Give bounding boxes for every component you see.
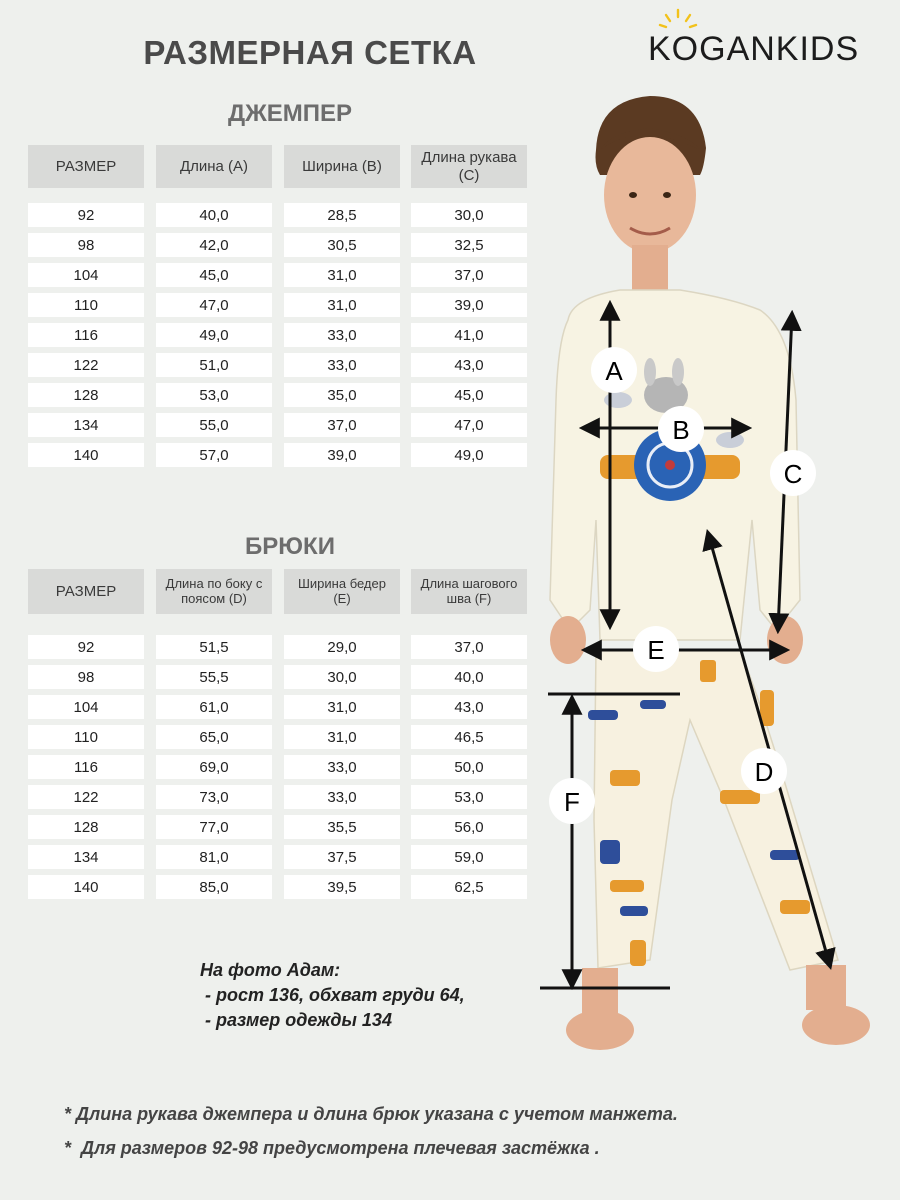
jumper-table-cell: 47,0 — [411, 413, 527, 437]
label-a: A — [605, 356, 623, 386]
label-d: D — [754, 757, 774, 787]
pants-table-cell: 134 — [28, 845, 144, 869]
footnote-clasp: * Для размеров 92-98 предусмотрена плечевая застёжка . — [64, 1138, 600, 1158]
jumper-table-cell: 134 — [28, 413, 144, 437]
pants-table-cell: 73,0 — [156, 785, 272, 809]
pants-table-cell: 37,5 — [284, 845, 400, 869]
pants-header-cell: Длина шагового шва (F) — [411, 569, 527, 614]
jumper-table-cell: 128 — [28, 383, 144, 407]
jumper-table-cell: 53,0 — [156, 383, 272, 407]
page-title: РАЗМЕРНАЯ СЕТКА — [143, 34, 477, 71]
jumper-table-cell: 30,0 — [411, 203, 527, 227]
pants-table-cell: 140 — [28, 875, 144, 899]
pants-table-cell: 56,0 — [411, 815, 527, 839]
jumper-table-cell: 116 — [28, 323, 144, 347]
pants-table-cell: 61,0 — [156, 695, 272, 719]
pants-header-cell: Ширина бедер (E) — [284, 569, 400, 614]
jumper-table-cell: 31,0 — [284, 293, 400, 317]
pants-table-cell: 31,0 — [284, 725, 400, 749]
photo-note-line: На фото Адам: — [200, 960, 341, 980]
jumper-header-cell: РАЗМЕР — [28, 145, 144, 188]
pants-table-cell: 65,0 — [156, 725, 272, 749]
pants-table-cell: 122 — [28, 785, 144, 809]
pants-table-cell: 35,5 — [284, 815, 400, 839]
jumper-table-cell: 35,0 — [284, 383, 400, 407]
label-c: C — [783, 459, 803, 489]
jumper-table-cell: 49,0 — [411, 443, 527, 467]
jumper-header-cell: Ширина (В) — [284, 145, 400, 188]
pants-table-cell: 29,0 — [284, 635, 400, 659]
jumper-table-cell: 37,0 — [411, 263, 527, 287]
jumper-table-cell: 28,5 — [284, 203, 400, 227]
photo-note-line: - рост 136, обхват груди 64, — [200, 985, 465, 1005]
pants-header-cell: Длина по боку с поясом (D) — [156, 569, 272, 614]
jumper-table-cell: 32,5 — [411, 233, 527, 257]
photo-note — [200, 958, 465, 1033]
jumper-table-cell: 47,0 — [156, 293, 272, 317]
pants-table-cell: 62,5 — [411, 875, 527, 899]
jumper-title: ДЖЕМПЕР — [227, 100, 353, 127]
jumper-table-cell: 104 — [28, 263, 144, 287]
jumper-table-cell: 51,0 — [156, 353, 272, 377]
jumper-table-cell: 57,0 — [156, 443, 272, 467]
label-b: B — [672, 415, 690, 445]
model-photo — [540, 88, 900, 1068]
pants-table-cell: 37,0 — [411, 635, 527, 659]
jumper-table-cell: 33,0 — [284, 353, 400, 377]
pants-table-cell: 33,0 — [284, 785, 400, 809]
pants-table-cell: 43,0 — [411, 695, 527, 719]
pants-table-cell: 77,0 — [156, 815, 272, 839]
jumper-table-cell: 30,5 — [284, 233, 400, 257]
pants-table-cell: 69,0 — [156, 755, 272, 779]
jumper-table-cell: 42,0 — [156, 233, 272, 257]
pants-table-cell: 31,0 — [284, 695, 400, 719]
pants-header-cell: РАЗМЕР — [28, 569, 144, 614]
jumper-table-cell: 45,0 — [156, 263, 272, 287]
jumper-table-cell: 45,0 — [411, 383, 527, 407]
pants-table-cell: 81,0 — [156, 845, 272, 869]
jumper-table-cell: 41,0 — [411, 323, 527, 347]
jumper-table-cell: 122 — [28, 353, 144, 377]
jumper-table-cell: 37,0 — [284, 413, 400, 437]
pants-table-cell: 85,0 — [156, 875, 272, 899]
pants-table-cell: 59,0 — [411, 845, 527, 869]
pants-table-cell: 50,0 — [411, 755, 527, 779]
pants-table-cell: 110 — [28, 725, 144, 749]
brand-name: KOGANKIDS — [648, 30, 860, 68]
pants-table-cell: 98 — [28, 665, 144, 689]
photo-note-line: - размер одежды 134 — [200, 1010, 392, 1030]
jumper-table-cell: 31,0 — [284, 263, 400, 287]
pants-title: БРЮКИ — [245, 533, 335, 560]
pants-table-cell: 92 — [28, 635, 144, 659]
jumper-table-cell: 43,0 — [411, 353, 527, 377]
pants-table-cell: 39,5 — [284, 875, 400, 899]
pants-table-cell: 51,5 — [156, 635, 272, 659]
jumper-table-cell: 110 — [28, 293, 144, 317]
label-f: F — [564, 787, 580, 817]
label-e: E — [647, 635, 665, 665]
pants-table-cell: 46,5 — [411, 725, 527, 749]
jumper-header-cell: Длина рукава (С) — [411, 145, 527, 188]
jumper-table-cell: 39,0 — [411, 293, 527, 317]
jumper-table-cell: 55,0 — [156, 413, 272, 437]
jumper-header-cell: Длина (А) — [156, 145, 272, 188]
jumper-table-cell: 49,0 — [156, 323, 272, 347]
pants-table-cell: 104 — [28, 695, 144, 719]
jumper-table-cell: 98 — [28, 233, 144, 257]
pants-table-cell: 55,5 — [156, 665, 272, 689]
pants-table-cell: 33,0 — [284, 755, 400, 779]
pants-table-cell: 30,0 — [284, 665, 400, 689]
jumper-table-cell: 33,0 — [284, 323, 400, 347]
jumper-table-cell: 92 — [28, 203, 144, 227]
pants-table-cell: 40,0 — [411, 665, 527, 689]
pants-table-cell: 128 — [28, 815, 144, 839]
brand-logo — [648, 30, 880, 74]
jumper-table-cell: 39,0 — [284, 443, 400, 467]
jumper-table-cell: 40,0 — [156, 203, 272, 227]
pants-table-cell: 116 — [28, 755, 144, 779]
footnote-cuff: * Длина рукава джемпера и длина брюк указана с учетом манжета. — [64, 1104, 678, 1124]
pants-table-cell: 53,0 — [411, 785, 527, 809]
jumper-table-cell: 140 — [28, 443, 144, 467]
